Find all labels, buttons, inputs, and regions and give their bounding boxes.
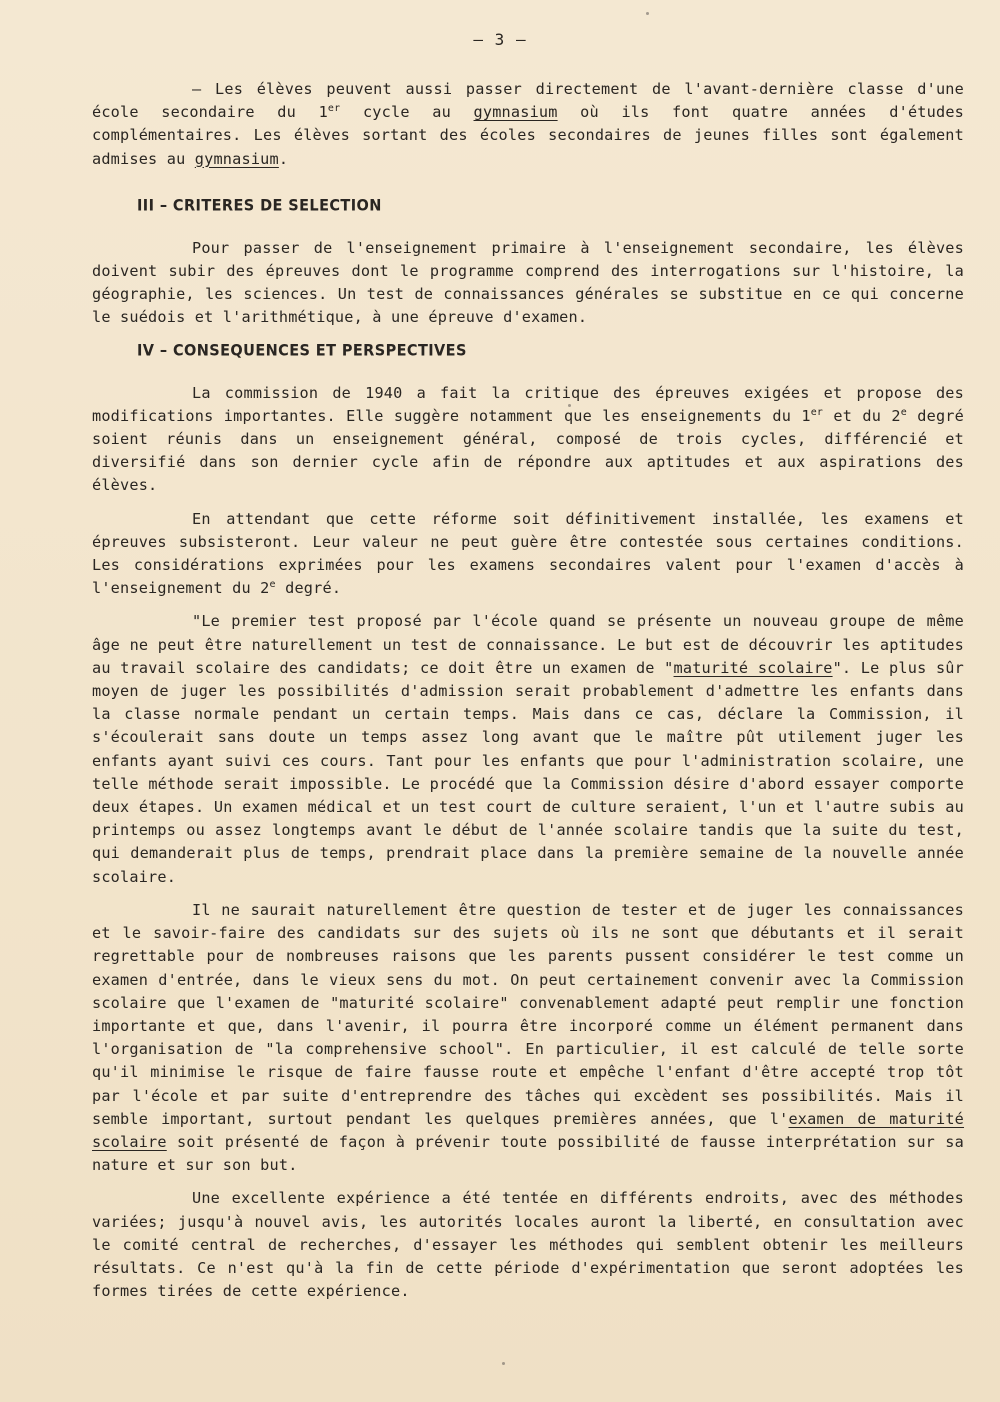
document-body [92, 78, 964, 1313]
underlined-term: gymnasium [473, 103, 558, 122]
section-heading-consequences: IV – CONSEQUENCES ET PERSPECTIVES [137, 341, 467, 360]
underlined-term: maturité scolaire [673, 658, 833, 677]
paper-speck [502, 1362, 505, 1365]
superscript: er [810, 406, 824, 418]
underlined-term: examen de maturité scolaire [92, 1109, 965, 1151]
paragraph-commission-1940: La commission de 1940 a fait la critique des épreuves exigées et propose des modifications importantes. Elle suggère notamment que les enseignements du 1er et du 2e degré soient réunis dans un enseignement général, composé de trois cycles, différencié et diversifié dans son dernier cycle afin de répondre aux aptitudes et aux aspirations des élèves. [92, 383, 964, 495]
superscript: er [327, 103, 341, 115]
paragraph-maturity-exam: Il ne saurait naturellement être question de tester et de juger les connaissances et le savoir-faire des candidats sur des sujets où ils ne sont que débutants et il serait regrettable pour de nombreuses raisons que les parents pussent considérer le test comme un examen d'entrée, dans le vieux sens du mot. On peut certainement convenir avec la Commission scolaire que l'examen de "maturité scolaire" convenablement adapté peut remplir une fonction importante et que, dans l'avenir, il pourra être incorporé comme un élément permanent dans l'organisation de "la comprehensive school". En particulier, il est calculé de telle sorte qu'il minimise le risque de faire fausse route et empêche l'enfant d'être accepté trop tôt par l'école et par suite d'entreprendre des tâches qui excèdent ses possibilités. Mais il semble important, surtout pendant les quelques premières années, que l'examen de maturité scolaire soit présenté de façon à prévenir toute possibilité de fausse interprétation sur sa nature et sur son but. [92, 900, 965, 1175]
paragraph-experience: Une excellente expérience a été tentée en différents endroits, avec des méthodes variées; jusqu'à nouvel avis, les autorités locales auront la liberté, en consultation avec le comité central de recherches, d'essayer les méthodes qui semblent obtenir les meilleurs résultats. Ce n'est qu'à la fin de cette période d'expérimentation que seront adoptées les formes tirées de cette expérience. [92, 1189, 964, 1301]
section-heading-selection: III – CRITERES DE SELECTION [137, 197, 382, 215]
paragraph-reform: En attendant que cette réforme soit définitivement installée, les examens et épreuves subsisteront. Leur valeur ne peut guère être contestée sous certaines conditions. Les considérations exprimées pour les examens secondaires valent pour l'examen d'accès à l'enseignement du 2e degré. [92, 509, 964, 598]
superscript: e [269, 579, 276, 591]
underlined-term: gymnasium [194, 149, 279, 168]
page-number: – 3 – [473, 30, 527, 49]
paragraph-selection: Pour passer de l'enseignement primaire à l'enseignement secondaire, les élèves doivent subir des épreuves dont le programme comprend des interrogations sur l'histoire, la géographie, les sciences. Un test de connaissances générales se substitue en ce qui concerne le suédois et l'arithmétique, à une épreuve d'examen. [92, 238, 964, 327]
paragraph-gymnasium: – Les élèves peuvent aussi passer directement de l'avant-dernière classe d'une école secondaire du 1er cycle au gymnasium où ils font quatre années d'études complémentaires. Les élèves sortant des écoles secondaires de jeunes filles sont également admises au gymnasium. [92, 80, 965, 168]
paragraph-quote-test: "Le premier test proposé par l'école quand se présente un nouveau groupe de même âge ne peut être naturellement un test de connaissance. Le but est de découvrir les aptitudes au travail scolaire des candidats; ce doit être un examen de "maturité scolaire". Le plus sûr moyen de juger les possibilités d'admission serait probablement d'admettre les enfants dans la classe normale pendant un certain temps. Mais dans ce cas, déclare la Commission, il s'écoulerait sans doute un temps assez long avant que le maître pût utilement juger les enfants ayant suivi ces cours. Tant pour les enfants que pour l'administration scolaire, une telle méthode serait impossible. Le procédé que la Commission désire d'abord essayer comporte deux étapes. Un examen médical et un test court de culture seraient, l'un et l'autre subis au printemps ou assez longtemps avant le début de l'année scolaire tandis que la suite du test, qui demanderait plus de temps, prendrait place dans la première semaine de la nouvelle année scolaire. [92, 612, 964, 886]
superscript: e [900, 406, 907, 418]
paper-speck [646, 12, 649, 15]
